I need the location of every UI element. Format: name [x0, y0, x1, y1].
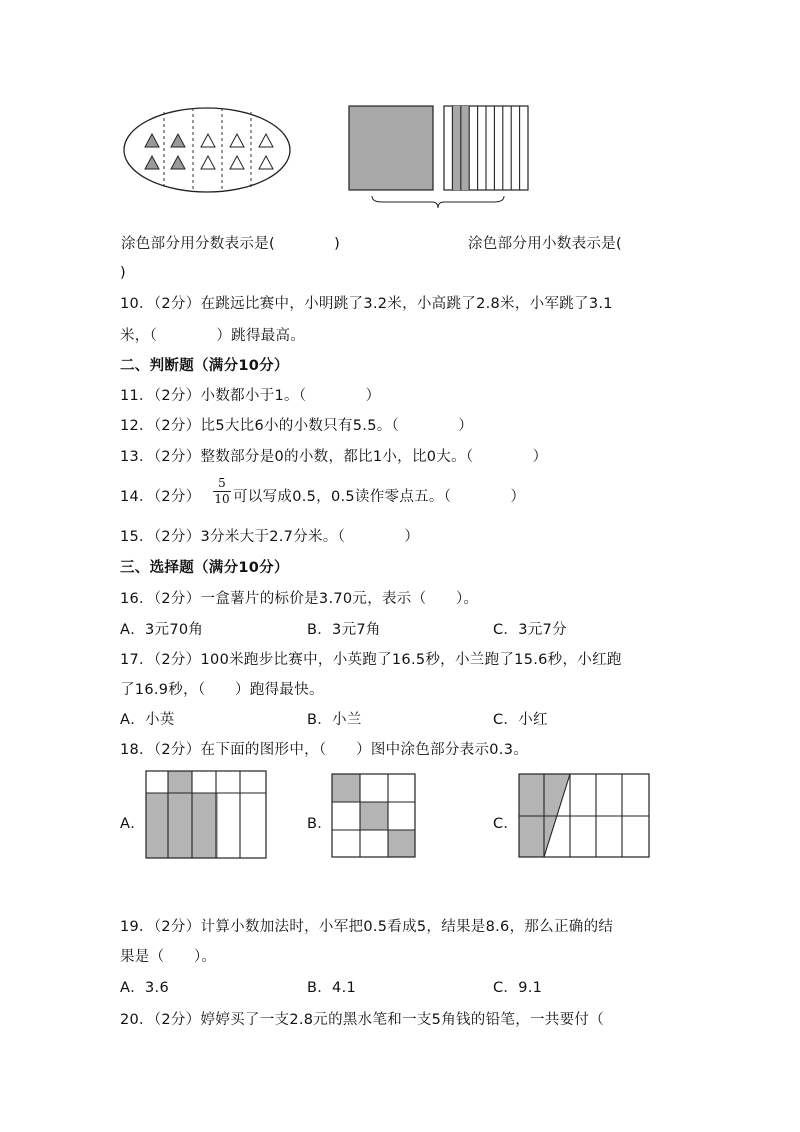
q18-option-c[interactable]: C．	[493, 816, 519, 832]
q17-option-a[interactable]: A．小英	[120, 712, 175, 728]
decimal-prompt: 涂色部分用小数表示是(	[468, 236, 622, 252]
q13: 13．（2分）整数部分是0的小数，都比1小，比0大。（ ）	[120, 449, 548, 465]
q18-option-a[interactable]: A．	[120, 816, 146, 832]
q17-line2: 了16.9秒，（ ）跑得最快。	[120, 682, 324, 698]
oval-triangle-figure	[122, 104, 292, 194]
q17-line1: 17．（2分）100米跑步比赛中，小英跑了16.5秒，小兰跑了15.6秒，小红跑	[120, 652, 622, 668]
q18-figure-a	[145, 770, 267, 860]
q14-fraction	[213, 477, 231, 506]
q15: 15．（2分）3分米大于2.7分米。（ ）	[120, 529, 420, 545]
q18-stem: 18．（2分）在下面的图形中，（ ）图中涂色部分表示0.3。	[120, 742, 529, 758]
q16-stem: 16．（2分）一盒薯片的标价是3.70元，表示（ ）。	[120, 591, 479, 607]
q17-option-c[interactable]: C．小红	[493, 712, 548, 728]
q12: 12．（2分）比5大比6小的小数只有5.5。（ ）	[120, 418, 474, 434]
q17-option-b[interactable]: B．小兰	[307, 712, 362, 728]
q18-option-b[interactable]: B．	[307, 816, 333, 832]
q19-line2: 果是（ ）。	[120, 949, 217, 965]
q19-option-a[interactable]: A．3.6	[120, 980, 169, 996]
q16-option-b[interactable]: B．3元7角	[307, 622, 381, 638]
q20-line1: 20．（2分）婷婷买了一支2.8元的黑水笔和一支5角钱的铅笔，一共要付（	[120, 1012, 605, 1028]
decimal-prompt-close: )	[120, 265, 126, 281]
q14-rest: 可以写成0.5，0.5读作零点五。（ ）	[233, 489, 526, 505]
section3-title: 三、选择题（满分10分）	[120, 560, 289, 576]
brace	[372, 196, 504, 208]
q10-line2: 米，（ ）跳得最高。	[120, 328, 306, 344]
q18-figure-b	[331, 773, 416, 858]
q16-option-c[interactable]: C．3元7分	[493, 622, 567, 638]
q14-prefix: 14．（2分）	[120, 489, 201, 505]
q10-line1: 10．（2分）在跳远比赛中，小明跳了3.2米，小高跳了2.8米，小军跳了3.1	[120, 296, 613, 312]
q18-figure-c	[518, 773, 650, 859]
q19-option-b[interactable]: B．4.1	[307, 980, 357, 996]
q19-line1: 19．（2分）计算小数加法时，小军把0.5看成5，结果是8.6，那么正确的结	[120, 919, 614, 935]
shaded-square	[349, 106, 433, 190]
fraction-denominator: 10	[214, 492, 230, 506]
fraction-numerator: 5	[218, 476, 226, 490]
q16-option-a[interactable]: A．3元70角	[120, 622, 204, 638]
square-strips-figure	[348, 104, 548, 216]
q11: 11．（2分）小数都小于1。（ ）	[120, 388, 381, 404]
q19-option-c[interactable]: C．9.1	[493, 980, 543, 996]
section2-title: 二、判断题（满分10分）	[120, 358, 289, 374]
fraction-prompt: 涂色部分用分数表示是( )	[121, 236, 341, 252]
